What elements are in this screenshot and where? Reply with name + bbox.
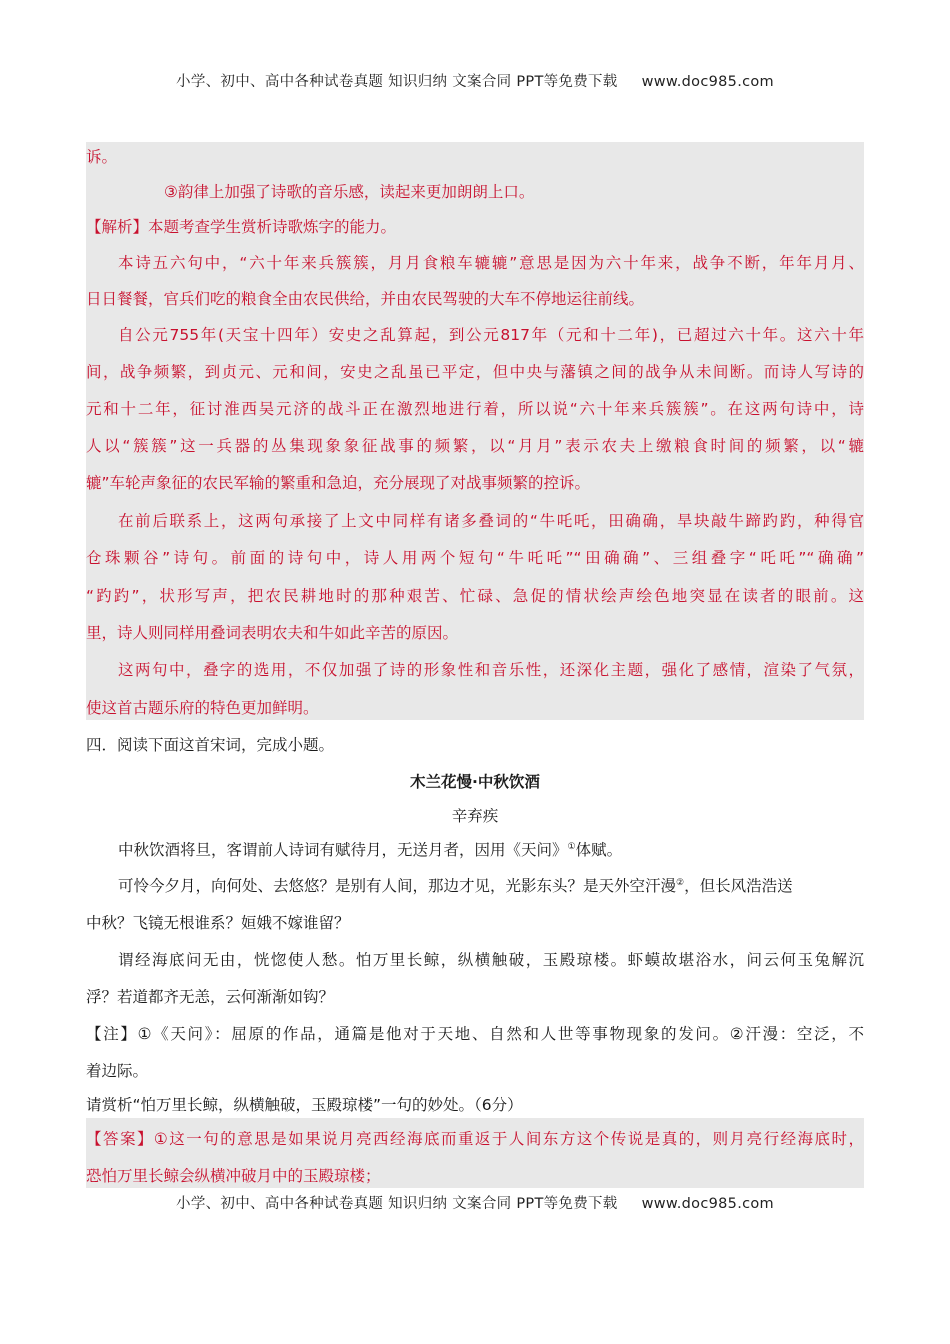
poem-author: 辛弃疾 (451, 807, 499, 825)
answer-line: 这两句中，叠字的选用，不仅加强了诗的形象性和音乐性，还深化主题，强化了感情，渲染了气氛， (118, 661, 864, 679)
page-header (0, 70, 950, 91)
answer-line: 辘”车轮声象征的农民军输的繁重和急迫，充分展现了对战事频繁的控诉。 (86, 474, 591, 492)
header-site: www.doc985.com (641, 74, 774, 90)
answer-line: 元和十二年，征讨淮西吴元济的战斗正在激烈地进行着，所以说“六十年来兵簇簇”。在这两句诗中，诗 (86, 400, 864, 418)
poem-stanza-1: 可怜今夕月，向何处、去悠悠？是别有人间，那边才见，光影东头？是天外空汗漫②，但长风浩浩送 (118, 877, 793, 895)
poem-stanza-2: 谓经海底问无由，恍惚使人愁。怕万里长鲸，纵横触破，玉殿琼楼。虾蟆故堪浴水，问云何玉兔解沉 (118, 951, 864, 969)
answer2-line: 恐怕万里长鲸会纵横冲破月中的玉殿琼楼； (86, 1167, 381, 1185)
answer-line: ③韵律上加强了诗歌的音乐感，读起来更加朗朗上口。 (164, 183, 535, 201)
poem-stanza-1-cont: 中秋？飞镜无根谁系？姮娥不嫁谁留？ (86, 914, 350, 932)
answer-line: 诉。 (86, 148, 118, 166)
answer-line: 在前后联系上，这两句承接了上文中同样有诸多叠词的“牛吒吒，田确确，旱块敲牛蹄趵趵，种得官 (118, 512, 864, 530)
poem-stanza-2-cont: 浮？若道都齐无恙，云何渐渐如钩？ (86, 988, 335, 1006)
header-text: 小学、初中、高中各种试卷真题 知识归纳 文案合同 PPT等免费下载 (176, 74, 618, 90)
footer-text: 小学、初中、高中各种试卷真题 知识归纳 文案合同 PPT等免费下载 (176, 1196, 618, 1212)
analysis-label: 【解析】本题考查学生赏析诗歌炼字的能力。 (86, 218, 397, 236)
answer-line: 仓珠颗谷”诗句。前面的诗句中，诗人用两个短句“牛吒吒”“田确确”、三组叠字“吒吒”“确确” (86, 549, 864, 567)
poem-title: 木兰花慢·中秋饮酒 (410, 773, 540, 791)
poem-preface: 中秋饮酒将旦，客谓前人诗词有赋待月，无送月者，因用《天问》①体赋。 (118, 841, 623, 859)
question-prompt: 请赏析“怕万里长鲸，纵横触破，玉殿琼楼”一句的妙处。（6分） (86, 1096, 523, 1114)
answer2-line: 【答案】①这一句的意思是如果说月亮西经海底而重返于人间东方这个传说是真的，则月亮行经海底时， (86, 1130, 864, 1148)
footer-site: www.doc985.com (641, 1196, 774, 1212)
answer-line: 自公元755年(天宝十四年）安史之乱算起，到公元817年（元和十二年)，已超过六十年。这六十年 (118, 326, 864, 344)
answer-line: 人以“簇簇”这一兵器的丛集现象象征战事的频繁，以“月月”表示农夫上缴粮食时间的频繁，以“辘 (86, 437, 864, 455)
answer-line: 本诗五六句中，“六十年来兵簇簇，月月食粮车辘辘”意思是因为六十年来，战争不断，年年月月、 (118, 254, 864, 272)
answer-line: 里，诗人则同样用叠词表明农夫和牛如此辛苦的原因。 (86, 624, 459, 642)
page-footer (0, 1192, 950, 1213)
answer-line: “趵趵”，状形写声，把农民耕地时的那种艰苦、忙碌、急促的情状绘声绘色地突显在读者的眼前。这 (86, 587, 864, 605)
answer-line: 间，战争频繁，到贞元、元和间，安史之乱虽已平定，但中央与藩镇之间的战争从未间断。而诗人写诗的 (86, 363, 864, 381)
note-cont: 着边际。 (86, 1062, 149, 1080)
answer-line: 日日餐餐，官兵们吃的粮食全由农民供给，并由农民驾驶的大车不停地运往前线。 (86, 290, 645, 308)
question-heading: 四．阅读下面这首宋词，完成小题。 (86, 736, 335, 754)
note: 【注】①《天问》：屈原的作品，通篇是他对于天地、自然和人世等事物现象的发问。②汗漫：空泛，不 (86, 1025, 864, 1043)
answer-line: 使这首古题乐府的特色更加鲜明。 (86, 699, 319, 717)
